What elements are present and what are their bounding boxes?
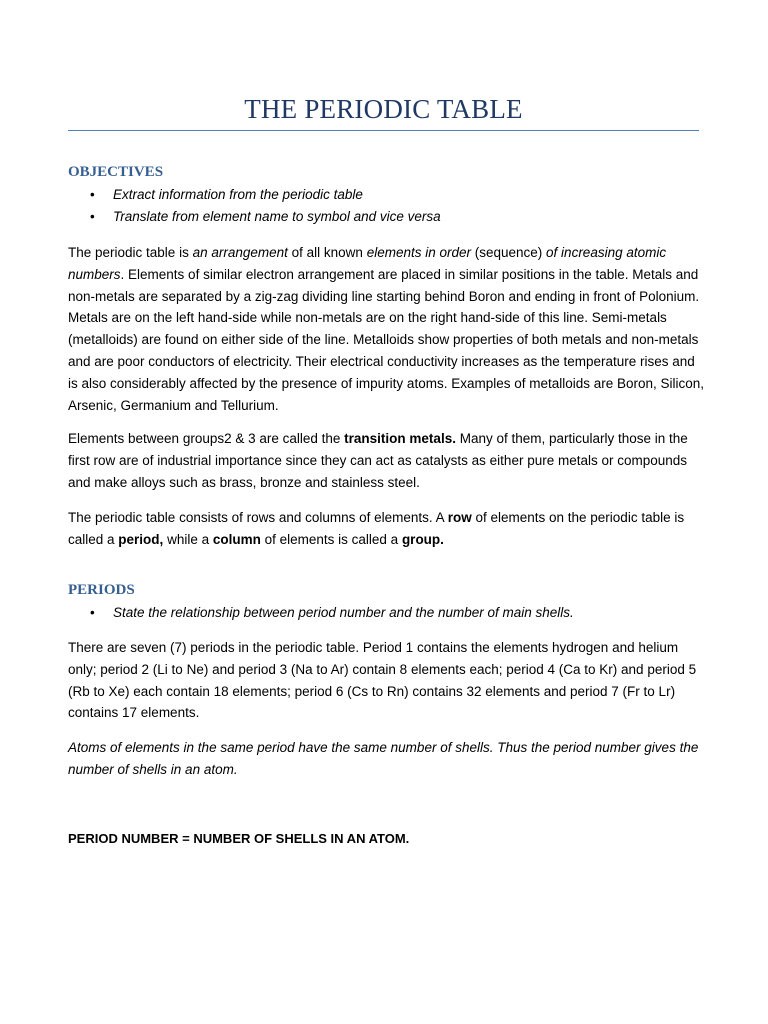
title-underline [68,130,699,131]
period-rule-statement: PERIOD NUMBER = NUMBER OF SHELLS IN AN ATOM. [68,831,410,846]
period-shells-paragraph: Atoms of elements in the same period have the same number of shells. Thus the period number gives the number of shells in an atom. [68,740,699,777]
periods-objectives-list [68,602,574,624]
rows-columns-paragraph: The periodic table consists of rows and columns of elements. A row of elements on the periodic table is called a period, while a column of elements is called a group. [68,510,685,547]
list-item: • Translate from element name to symbol and vice versa [68,206,441,228]
list-item: • State the relationship between period number and the number of main shells. [68,602,574,624]
periods-heading: PERIODS [68,582,135,598]
list-item: • Extract information from the periodic table [68,184,441,206]
transition-metals-paragraph: Elements between groups2 & 3 are called the transition metals. Many of them, particularly those in the first row are of industrial importance since they can act as catalysts as either pure metals or compounds and make alloys such as brass, bronze and stainless steel. [68,431,688,490]
page-title: THE PERIODIC TABLE [244,94,523,124]
objectives-heading: OBJECTIVES [68,164,164,180]
objectives-list [68,184,441,228]
intro-paragraph: The periodic table is an arrangement of all known elements in order (sequence) of increasing atomic numbers. Elements of similar electron arrangement are placed in similar positions in the table. Metals and non-metals are separated by a zig-zag dividing line starting behind Boron and ending in front of Polonium. Metals are on the left hand-side while non-metals are on the right hand-side of this line. Semi-metals (metalloids) are found on either side of the line. Metalloids show properties of both metals and non-metals and are poor conductors of electricity. Their electrical conductivity increases as the temperature rises and is also considerably affected by the presence of impurity atoms. Examples of metalloids are Boron, Silicon, Arsenic, Germanium and Tellurium. [68,245,705,413]
periods-paragraph: There are seven (7) periods in the periodic table. Period 1 contains the elements hydrogen and helium only; period 2 (Li to Ne) and period 3 (Na to Ar) contain 8 elements each; period 4 (Ca to Kr) and period 5 (Rb to Xe) each contain 18 elements; period 6 (Cs to Rn) contains 32 elements and period 7 (Fr to Lr) contains 17 elements. [68,640,697,721]
